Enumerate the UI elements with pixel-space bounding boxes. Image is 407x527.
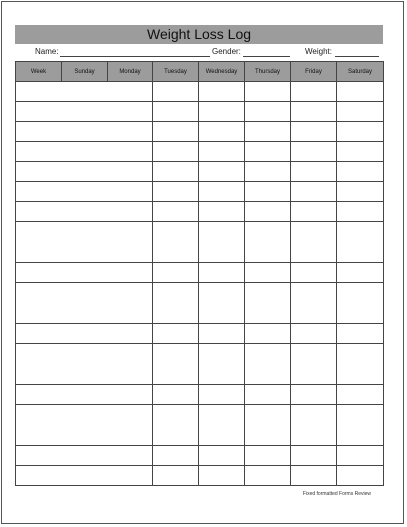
table-row <box>16 82 384 102</box>
table-cell[interactable] <box>291 182 337 202</box>
table-cell[interactable] <box>62 446 108 466</box>
table-cell[interactable] <box>153 122 199 142</box>
table-cell[interactable] <box>153 82 199 102</box>
table-cell[interactable] <box>291 466 337 486</box>
table-cell[interactable] <box>337 283 384 324</box>
table-cell[interactable] <box>337 324 384 344</box>
table-cell[interactable] <box>153 344 199 385</box>
table-cell[interactable] <box>62 182 108 202</box>
table-cell[interactable] <box>199 324 245 344</box>
table-cell[interactable] <box>291 222 337 263</box>
table-cell[interactable] <box>199 162 245 182</box>
table-cell[interactable] <box>199 122 245 142</box>
table-cell[interactable] <box>291 82 337 102</box>
table-cell[interactable] <box>153 405 199 446</box>
table-cell[interactable] <box>245 182 291 202</box>
table-cell[interactable] <box>153 162 199 182</box>
table-row <box>16 182 384 202</box>
table-cell[interactable] <box>108 466 153 486</box>
table-cell[interactable] <box>291 142 337 162</box>
table-cell[interactable] <box>16 324 62 344</box>
table-cell[interactable] <box>108 283 153 324</box>
table-cell[interactable] <box>153 182 199 202</box>
table-cell[interactable] <box>199 263 245 283</box>
table-cell[interactable] <box>16 122 62 142</box>
table-cell[interactable] <box>199 182 245 202</box>
table-cell[interactable] <box>337 405 384 446</box>
table-cell[interactable] <box>245 405 291 446</box>
table-cell[interactable] <box>337 385 384 405</box>
name-label: Name: <box>35 47 59 56</box>
column-header-tuesday: Tuesday <box>153 62 199 82</box>
table-cell[interactable] <box>337 162 384 182</box>
header-row <box>16 62 384 82</box>
table-cell[interactable] <box>291 405 337 446</box>
table-row <box>16 263 384 283</box>
table-cell[interactable] <box>108 102 153 122</box>
table-cell[interactable] <box>108 182 153 202</box>
table-cell[interactable] <box>199 466 245 486</box>
table-cell[interactable] <box>245 222 291 263</box>
table-cell[interactable] <box>153 263 199 283</box>
table-cell[interactable] <box>245 446 291 466</box>
info-row <box>15 45 383 59</box>
table-cell[interactable] <box>245 82 291 102</box>
table-cell[interactable] <box>337 263 384 283</box>
table-cell[interactable] <box>199 142 245 162</box>
table-cell[interactable] <box>108 324 153 344</box>
table-cell[interactable] <box>153 142 199 162</box>
table-cell[interactable] <box>245 102 291 122</box>
table-cell[interactable] <box>16 102 62 122</box>
column-header-thursday: Thursday <box>245 62 291 82</box>
table-cell[interactable] <box>291 446 337 466</box>
table-cell[interactable] <box>16 222 62 263</box>
table-cell[interactable] <box>199 202 245 222</box>
table-cell[interactable] <box>337 344 384 385</box>
table-row <box>16 283 384 324</box>
table-row <box>16 405 384 446</box>
table-cell[interactable] <box>245 385 291 405</box>
table-cell[interactable] <box>153 283 199 324</box>
table-cell[interactable] <box>245 283 291 324</box>
table-cell[interactable] <box>199 385 245 405</box>
column-header-wednesday: Wednesday <box>199 62 245 82</box>
table-cell[interactable] <box>153 102 199 122</box>
table-cell[interactable] <box>16 446 62 466</box>
name-field[interactable] <box>60 56 210 57</box>
table-cell[interactable] <box>62 263 108 283</box>
table-body <box>16 82 384 486</box>
table-cell[interactable] <box>108 344 153 385</box>
table-cell[interactable] <box>199 222 245 263</box>
table-cell[interactable] <box>108 385 153 405</box>
table-cell[interactable] <box>199 446 245 466</box>
table-cell[interactable] <box>245 324 291 344</box>
table-cell[interactable] <box>16 162 62 182</box>
table-cell[interactable] <box>62 466 108 486</box>
table-cell[interactable] <box>16 182 62 202</box>
table-cell[interactable] <box>245 263 291 283</box>
table-cell[interactable] <box>291 283 337 324</box>
table-cell[interactable] <box>16 344 62 385</box>
table-cell[interactable] <box>62 222 108 263</box>
table-cell[interactable] <box>62 283 108 324</box>
table-cell[interactable] <box>291 202 337 222</box>
table-cell[interactable] <box>337 446 384 466</box>
table-cell[interactable] <box>62 122 108 142</box>
weight-label: Weight: <box>305 47 332 56</box>
table-cell[interactable] <box>108 263 153 283</box>
table-row <box>16 385 384 405</box>
table-cell[interactable] <box>16 263 62 283</box>
table-cell[interactable] <box>291 324 337 344</box>
table-cell[interactable] <box>62 405 108 446</box>
table-cell[interactable] <box>62 82 108 102</box>
table-cell[interactable] <box>291 385 337 405</box>
table-cell[interactable] <box>108 222 153 263</box>
table-cell[interactable] <box>199 82 245 102</box>
table-cell[interactable] <box>337 222 384 263</box>
table-cell[interactable] <box>62 102 108 122</box>
table-cell[interactable] <box>62 344 108 385</box>
table-cell[interactable] <box>16 405 62 446</box>
table-cell[interactable] <box>16 283 62 324</box>
table-cell[interactable] <box>337 122 384 142</box>
table-cell[interactable] <box>199 283 245 324</box>
table-cell[interactable] <box>245 122 291 142</box>
table-cell[interactable] <box>245 162 291 182</box>
column-header-week: Week <box>16 62 62 82</box>
table-cell[interactable] <box>337 182 384 202</box>
page-title: Weight Loss Log <box>15 25 383 44</box>
table-cell[interactable] <box>108 202 153 222</box>
column-header-friday: Friday <box>291 62 337 82</box>
table-cell[interactable] <box>291 102 337 122</box>
table-row <box>16 122 384 142</box>
table-cell[interactable] <box>16 466 62 486</box>
table-cell[interactable] <box>245 344 291 385</box>
table-cell[interactable] <box>16 202 62 222</box>
table-cell[interactable] <box>62 385 108 405</box>
table-cell[interactable] <box>62 142 108 162</box>
weight-field[interactable] <box>335 56 379 57</box>
table-cell[interactable] <box>16 82 62 102</box>
table-row <box>16 324 384 344</box>
table-row <box>16 466 384 486</box>
table-cell[interactable] <box>108 122 153 142</box>
table-cell[interactable] <box>199 102 245 122</box>
column-header-monday: Monday <box>108 62 153 82</box>
table-cell[interactable] <box>62 202 108 222</box>
table-cell[interactable] <box>16 142 62 162</box>
table-cell[interactable] <box>108 162 153 182</box>
table-row <box>16 162 384 182</box>
table-cell[interactable] <box>199 405 245 446</box>
table-cell[interactable] <box>153 446 199 466</box>
table-cell[interactable] <box>108 446 153 466</box>
gender-field[interactable] <box>243 56 290 57</box>
table-cell[interactable] <box>291 344 337 385</box>
table-row <box>16 446 384 466</box>
table-cell[interactable] <box>291 122 337 142</box>
table-row <box>16 102 384 122</box>
table-cell[interactable] <box>108 142 153 162</box>
table-cell[interactable] <box>291 263 337 283</box>
table-cell[interactable] <box>153 222 199 263</box>
column-header-sunday: Sunday <box>62 62 108 82</box>
table-row <box>16 222 384 263</box>
weight-log-table <box>15 61 384 486</box>
gender-label: Gender: <box>212 47 241 56</box>
table-cell[interactable] <box>16 385 62 405</box>
table-cell[interactable] <box>153 202 199 222</box>
table-cell[interactable] <box>337 102 384 122</box>
table-cell[interactable] <box>291 162 337 182</box>
table-cell[interactable] <box>245 202 291 222</box>
table-cell[interactable] <box>62 324 108 344</box>
table-cell[interactable] <box>153 466 199 486</box>
table-cell[interactable] <box>337 142 384 162</box>
table-cell[interactable] <box>337 82 384 102</box>
table-cell[interactable] <box>108 82 153 102</box>
table-cell[interactable] <box>337 466 384 486</box>
table-cell[interactable] <box>245 142 291 162</box>
table-cell[interactable] <box>337 202 384 222</box>
table-row <box>16 142 384 162</box>
table-cell[interactable] <box>199 344 245 385</box>
footer-note: Fixed formatted Forms Review <box>302 491 371 497</box>
table-cell[interactable] <box>108 405 153 446</box>
table-cell[interactable] <box>153 324 199 344</box>
table-cell[interactable] <box>153 385 199 405</box>
table-cell[interactable] <box>245 466 291 486</box>
column-header-saturday: Saturday <box>337 62 384 82</box>
table-row <box>16 344 384 385</box>
table-cell[interactable] <box>62 162 108 182</box>
table-row <box>16 202 384 222</box>
